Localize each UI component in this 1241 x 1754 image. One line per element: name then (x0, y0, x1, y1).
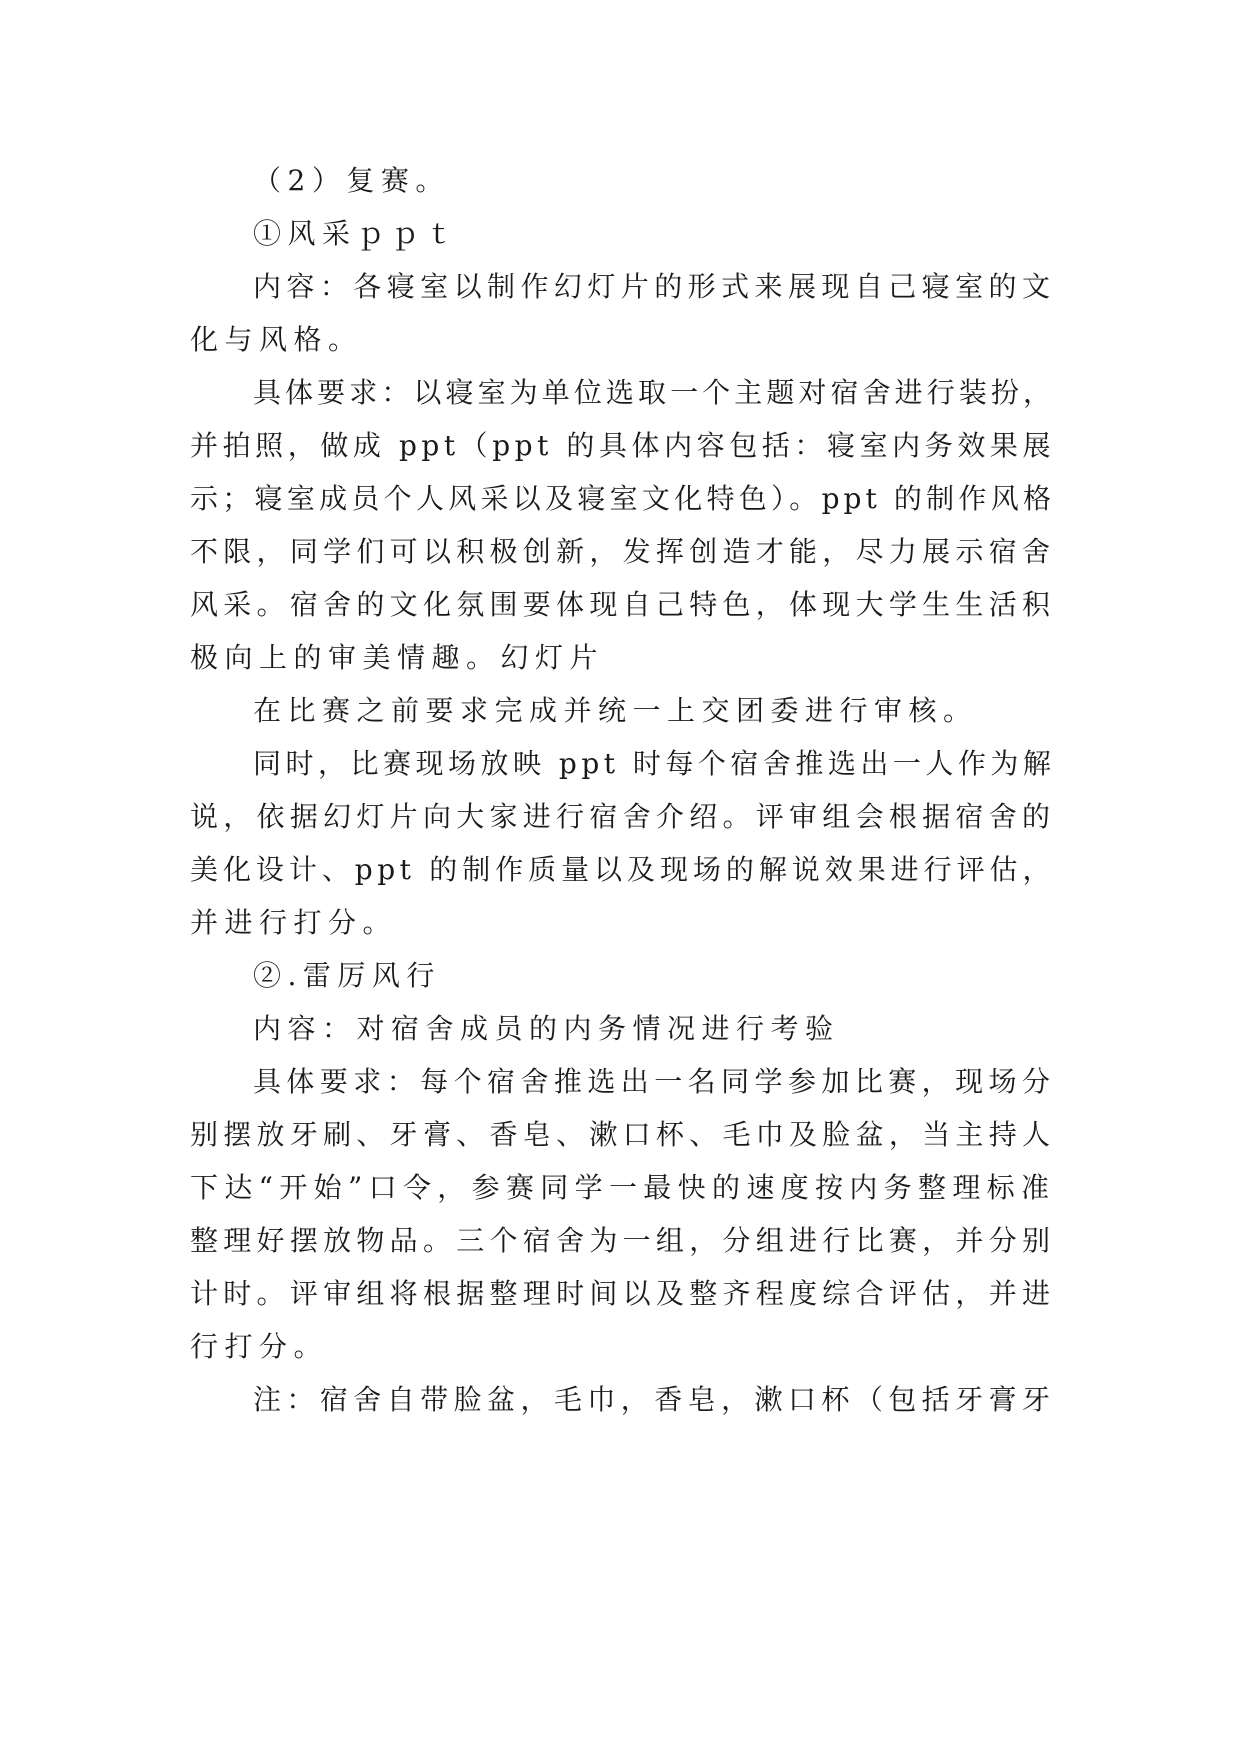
paragraph-line: 极向上的审美情趣。幻灯片 (190, 641, 605, 674)
paragraph-line: 示；寝室成员个人风采以及寝室文化特色）。ppt 的制作风格 (190, 482, 1055, 515)
paragraph-line: 美化设计、ppt 的制作质量以及现场的解说效果进行评估， (190, 853, 1055, 886)
item-heading-drill: ②.雷厉风行 (253, 959, 441, 992)
section-heading-rematch: （2）复赛。 (253, 164, 450, 197)
paragraph-line: 具体要求：每个宿舍推选出一名同学参加比赛，现场分 (253, 1065, 1055, 1098)
paragraph-line: 下达“开始”口令，参赛同学一最快的速度按内务整理标准 (190, 1171, 1055, 1204)
paragraph-line: 说，依据幻灯片向大家进行宿舍介绍。评审组会根据宿舍的 (190, 800, 1055, 833)
paragraph-line: 并拍照，做成 ppt（ppt 的具体内容包括：寝室内务效果展 (190, 429, 1055, 462)
paragraph-line: 风采。宿舍的文化氛围要体现自己特色，体现大学生生活积 (190, 588, 1055, 621)
paragraph-line: 别摆放牙刷、牙膏、香皂、漱口杯、毛巾及脸盆，当主持人 (190, 1118, 1055, 1151)
paragraph-line: 行打分。 (190, 1330, 329, 1363)
paragraph-line: 化与风格。 (190, 323, 363, 356)
paragraph-line: 具体要求：以寝室为单位选取一个主题对宿舍进行装扮， (253, 376, 1055, 409)
paragraph-line: 内容：各寝室以制作幻灯片的形式来展现自己寝室的文 (253, 270, 1055, 303)
paragraph-line: 同时，比赛现场放映 ppt 时每个宿舍推选出一人作为解 (253, 747, 1056, 780)
paragraph-line: 在比赛之前要求完成并统一上交团委进行审核。 (253, 694, 978, 727)
paragraph-line: 整理好摆放物品。三个宿舍为一组，分组进行比赛，并分别 (190, 1224, 1055, 1257)
paragraph-line: 内容：对宿舍成员的内务情况进行考验 (253, 1012, 840, 1045)
paragraph-line: 注：宿舍自带脸盆，毛巾，香皂，漱口杯（包括牙膏牙 (253, 1383, 1055, 1416)
paragraph-line: 计时。评审组将根据整理时间以及整齐程度综合评估，并进 (190, 1277, 1055, 1310)
paragraph-line: 不限，同学们可以积极创新，发挥创造才能，尽力展示宿舍 (190, 535, 1055, 568)
item-heading-ppt: ①风采ｐｐｔ (253, 217, 461, 250)
paragraph-line: 并进行打分。 (190, 906, 398, 939)
